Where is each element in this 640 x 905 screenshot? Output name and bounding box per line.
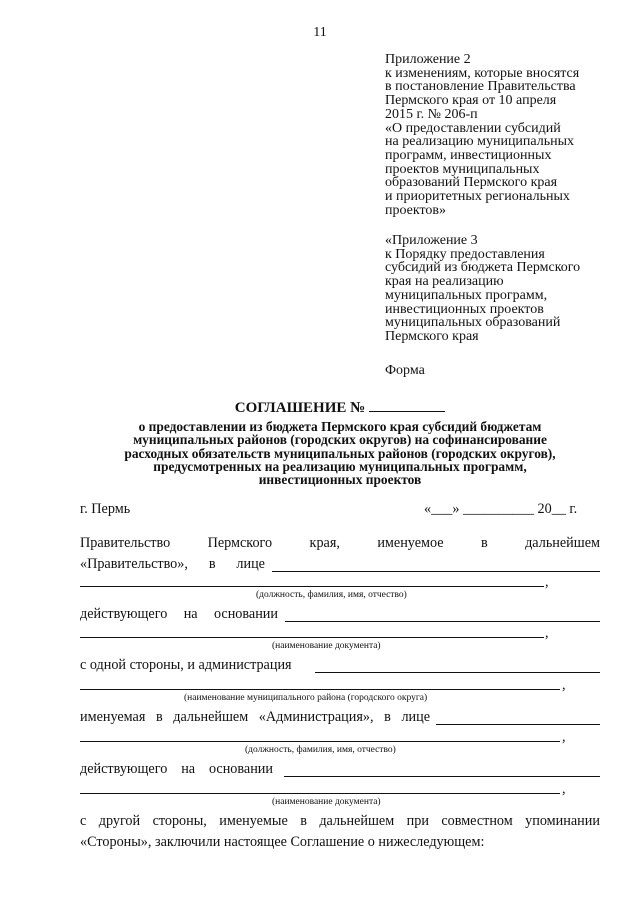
- para1-line2-word: в: [208, 556, 216, 572]
- appendix-2-line: образований Пермского края: [385, 175, 558, 191]
- appendix-3-line: инвестиционных проектов: [385, 301, 544, 317]
- named-admin-word: в: [155, 709, 163, 725]
- government-representative-field-2[interactable]: [80, 586, 544, 587]
- final-word: дальнейшем: [319, 813, 395, 829]
- government-basis-field[interactable]: [285, 621, 600, 622]
- named-admin-word: «Администрация»,: [258, 709, 374, 725]
- appendix-3-line: края на реализацию: [385, 274, 504, 290]
- acting-basis-word: основании: [213, 606, 278, 622]
- appendix-2-line: «О предоставлении субсидий: [385, 120, 561, 136]
- subtitle-line: муниципальных районов (городских округов) на софинансирование: [133, 432, 547, 448]
- government-representative-field[interactable]: [272, 571, 600, 572]
- final-word: другой: [98, 813, 141, 829]
- comma: ,: [562, 729, 566, 745]
- acting-basis-word: на: [183, 606, 198, 622]
- administration-basis-field[interactable]: [284, 776, 600, 777]
- appendix-2-line: 2015 г. № 206-п: [385, 106, 478, 122]
- page-number: 11: [313, 25, 327, 40]
- subtitle-line: предусмотренных на реализацию муниципальных программ,: [153, 458, 527, 474]
- appendix-2-block: [385, 53, 610, 217]
- final-word: именуемые: [219, 813, 288, 829]
- final-word: в: [300, 813, 307, 829]
- final-line-2: «Стороны», заключили настоящее Соглашение о нижеследующем:: [80, 834, 485, 850]
- named-admin-word: дальнейшем: [173, 709, 249, 725]
- city: г. Пермь: [80, 501, 131, 517]
- named-admin-word: в: [384, 709, 391, 725]
- administration-field[interactable]: [315, 672, 600, 673]
- appendix-3-line: Пермского края: [385, 328, 479, 344]
- appendix-2-line: на реализацию муниципальных: [385, 134, 575, 150]
- subtitle-line: расходных обязательств муниципальных районов (городских округов),: [124, 445, 556, 461]
- appendix-2-line: Приложение 2: [385, 52, 471, 67]
- final-word: стороны,: [152, 813, 207, 829]
- para1-line2-word: «Правительство»,: [80, 556, 188, 572]
- appendix-2-line: проектов муниципальных: [385, 161, 540, 177]
- named-admin-word: именуемая: [80, 709, 146, 725]
- caption-position-2: (должность, фамилия, имя, отчество): [245, 745, 396, 755]
- appendix-3-line: к Порядку предоставления: [385, 246, 545, 262]
- agreement-subtitle: [80, 420, 600, 486]
- date-field: «___» __________ 20__ г.: [424, 501, 578, 517]
- appendix-2-line: проектов»: [385, 202, 447, 218]
- government-basis-field-2[interactable]: [80, 637, 544, 638]
- acting-basis-word: действующего: [80, 761, 168, 777]
- appendix-2-line: программ, инвестиционных: [385, 147, 552, 163]
- acting-basis-word: действующего: [80, 606, 168, 622]
- appendix-3-line: «Приложение 3: [385, 233, 478, 248]
- para1-word: края,: [309, 535, 340, 551]
- one-side-line: с одной стороны, и администрация: [80, 657, 292, 673]
- form-label: Форма: [385, 363, 425, 378]
- comma: ,: [562, 677, 566, 693]
- administration-representative-field[interactable]: [436, 724, 600, 725]
- appendix-2-line: к изменениям, которые вносятся: [385, 65, 580, 81]
- subtitle-line: инвестиционных проектов: [258, 472, 422, 488]
- named-admin-word: лице: [401, 709, 430, 725]
- appendix-3-line: муниципальных программ,: [385, 287, 548, 303]
- appendix-3-line: субсидий из бюджета Пермского: [385, 260, 581, 276]
- caption-document-2: (наименование документа): [272, 797, 381, 807]
- appendix-2-line: Пермского края от 10 апреля: [385, 93, 557, 109]
- para1-line1: [80, 535, 600, 552]
- para1-word: дальнейшем: [525, 535, 600, 551]
- appendix-2-line: в постановление Правительства: [385, 79, 576, 95]
- acting-basis-line-2: [80, 761, 273, 778]
- named-admin-line: [80, 709, 430, 726]
- caption-document: (наименование документа): [272, 641, 381, 651]
- acting-basis-word: основании: [208, 761, 273, 777]
- acting-basis-word: на: [181, 761, 196, 777]
- final-word: при: [406, 813, 429, 829]
- administration-representative-field-2[interactable]: [80, 741, 560, 742]
- caption-position: (должность, фамилия, имя, отчество): [256, 590, 407, 600]
- para1-word: Пермского: [207, 535, 273, 551]
- agreement-title-text: СОГЛАШЕНИЕ №: [234, 400, 366, 416]
- comma: ,: [545, 625, 549, 641]
- subtitle-line: о предоставлении из бюджета Пермского края субсидий бюджетам: [138, 419, 542, 434]
- appendix-2-line: и приоритетных региональных: [385, 189, 570, 205]
- para1-word: именуемое: [377, 535, 444, 551]
- acting-basis-line: [80, 606, 278, 623]
- caption-municipality: (наименование муниципального района (городского округа): [184, 693, 428, 703]
- administration-field-2[interactable]: [80, 689, 560, 690]
- administration-basis-field-2[interactable]: [80, 793, 560, 794]
- final-word: упоминании: [525, 813, 600, 829]
- para1-word: Правительство: [80, 535, 171, 551]
- appendix-3-line: муниципальных образований: [385, 315, 561, 331]
- agreement-title: [0, 399, 640, 417]
- final-word: совместном: [441, 813, 513, 829]
- final-word: с: [80, 813, 87, 829]
- para1-line2: [80, 556, 265, 573]
- agreement-number-blank[interactable]: [369, 399, 445, 412]
- comma: ,: [562, 781, 566, 797]
- para1-word: в: [480, 535, 488, 551]
- comma: ,: [545, 574, 549, 590]
- appendix-3-block: [385, 234, 610, 344]
- final-line-1: [80, 813, 600, 830]
- para1-line2-word: лице: [236, 556, 265, 572]
